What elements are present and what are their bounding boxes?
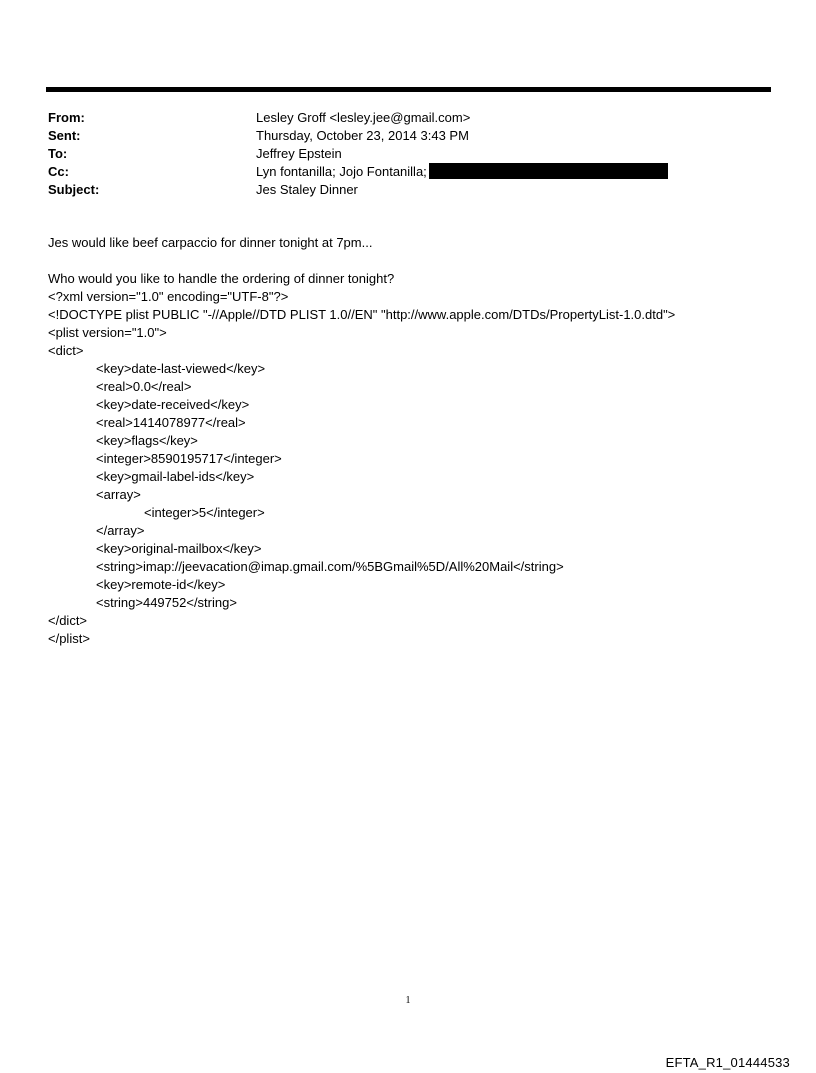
to-value: Jeffrey Epstein <box>256 145 342 161</box>
xml-line: <string>449752</string> <box>96 595 237 610</box>
xml-line: <key>original-mailbox</key> <box>96 541 262 556</box>
xml-line: <!DOCTYPE plist PUBLIC "-//Apple//DTD PLIST 1.0//EN" "http://www.apple.com/DTDs/PropertyList-1.0.dtd"> <box>48 307 676 322</box>
xml-line: <key>flags</key> <box>96 433 198 448</box>
email-header <box>48 108 748 198</box>
from-value: Lesley Groff <lesley.jee@gmail.com> <box>256 109 471 125</box>
sent-value: Thursday, October 23, 2014 3:43 PM <box>256 127 469 143</box>
cc-value: Lyn fontanilla; Jojo Fontanilla; <box>256 163 427 179</box>
bates-number: EFTA_R1_01444533 <box>665 1055 790 1070</box>
cc-value-group <box>256 163 668 179</box>
body-line-dinner: Jes would like beef carpaccio for dinner tonight at 7pm... <box>48 235 373 250</box>
xml-line: <real>1414078977</real> <box>96 415 246 430</box>
email-body <box>48 234 788 648</box>
to-label: To: <box>48 145 68 161</box>
xml-line: <key>remote-id</key> <box>96 577 226 592</box>
xml-line: </plist> <box>48 631 90 646</box>
page-number: 1 <box>405 995 411 1006</box>
xml-line: <integer>5</integer> <box>144 505 265 520</box>
xml-line: <key>date-last-viewed</key> <box>96 361 266 376</box>
xml-line: <string>imap://jeevacation@imap.gmail.com/%5BGmail%5D/All%20Mail</string> <box>96 559 564 574</box>
xml-line: </array> <box>96 523 145 538</box>
redaction-box <box>429 163 668 179</box>
sent-label: Sent: <box>48 127 81 143</box>
cc-row <box>48 162 748 180</box>
sent-row <box>48 126 748 144</box>
xml-line: <key>gmail-label-ids</key> <box>96 469 255 484</box>
subject-row <box>48 180 748 198</box>
from-row <box>48 108 748 126</box>
xml-line: </dict> <box>48 613 88 628</box>
header-divider <box>46 87 771 92</box>
xml-line: <integer>8590195717</integer> <box>96 451 282 466</box>
xml-line: <?xml version="1.0" encoding="UTF-8"?> <box>48 289 289 304</box>
from-label: From: <box>48 109 85 125</box>
to-row <box>48 144 748 162</box>
subject-value: Jes Staley Dinner <box>256 181 358 197</box>
paragraph-gap <box>48 252 788 270</box>
xml-line: <key>date-received</key> <box>96 397 250 412</box>
cc-label: Cc: <box>48 163 69 179</box>
xml-line: <array> <box>96 487 141 502</box>
xml-line: <plist version="1.0"> <box>48 325 167 340</box>
xml-line: <dict> <box>48 343 84 358</box>
body-line-question: Who would you like to handle the ordering of dinner tonight? <box>48 271 395 286</box>
subject-label: Subject: <box>48 181 100 197</box>
xml-line: <real>0.0</real> <box>96 379 192 394</box>
